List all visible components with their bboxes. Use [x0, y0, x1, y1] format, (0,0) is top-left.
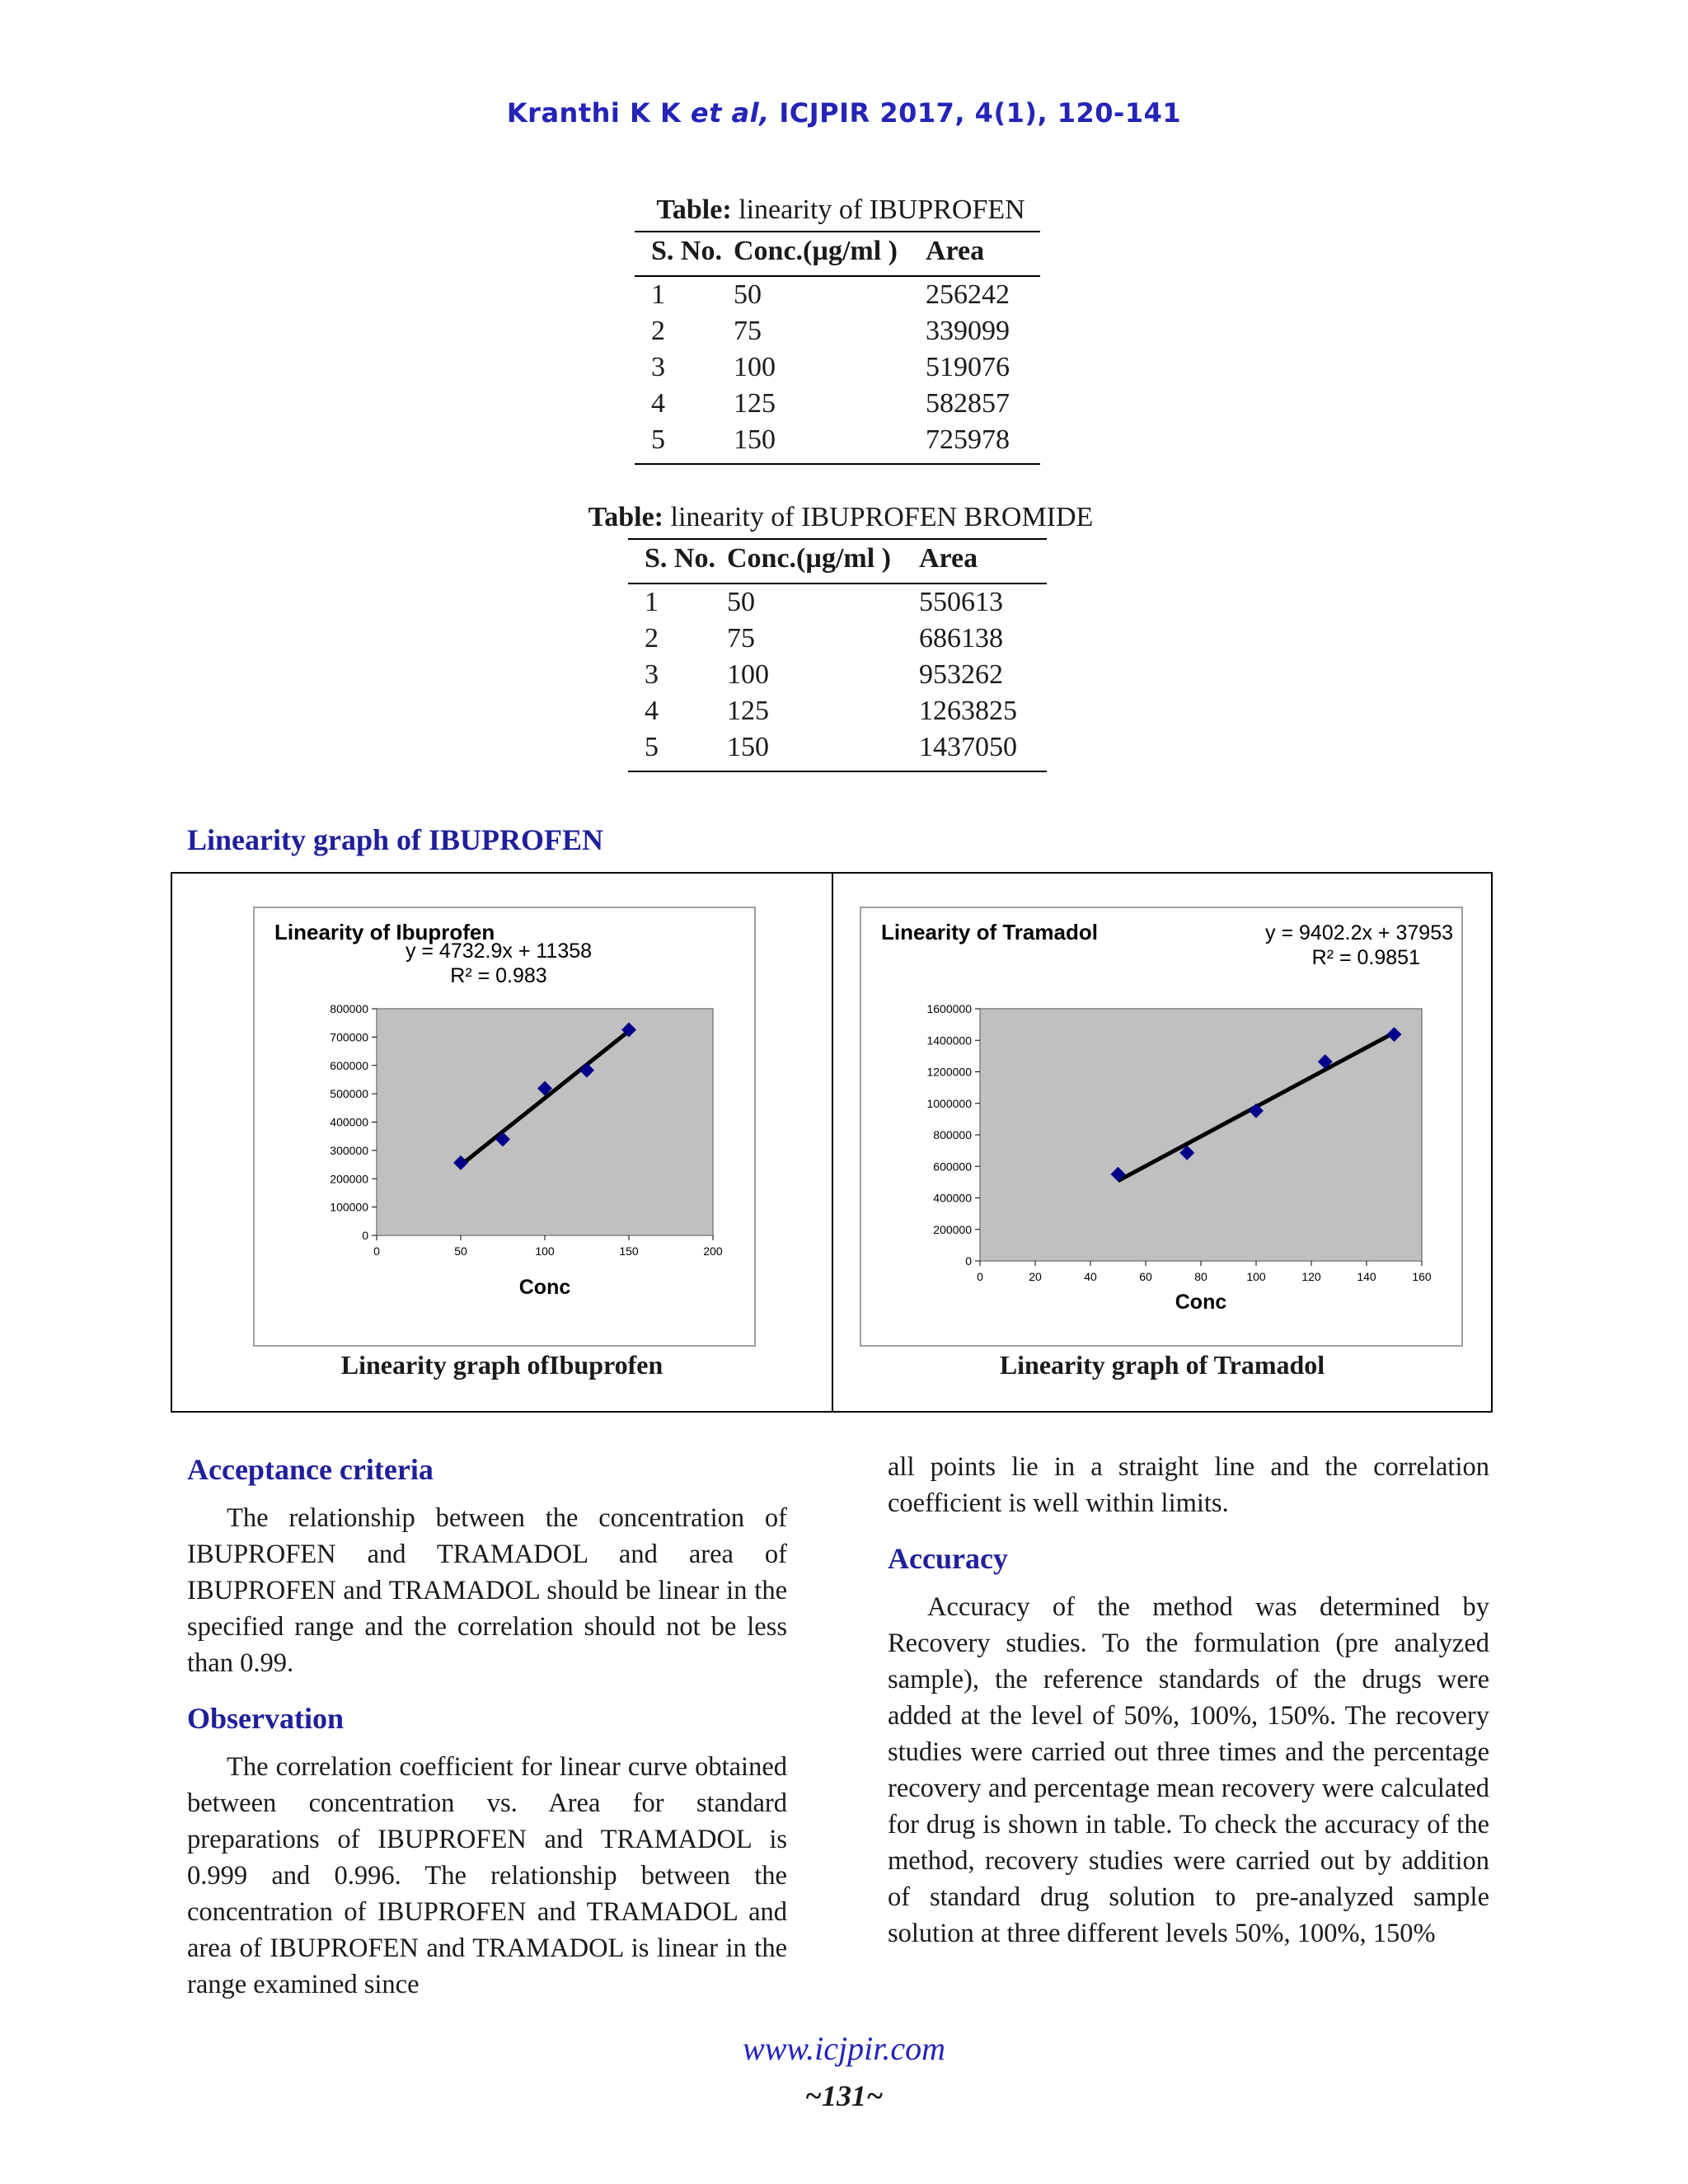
header-authors: Kranthi K K — [506, 97, 691, 129]
y-tick-label: 0 — [362, 1229, 368, 1242]
x-tick-label: 200 — [703, 1244, 723, 1258]
acceptance-heading: Acceptance criteria — [187, 1453, 434, 1486]
y-tick-label: 1600000 — [926, 1002, 972, 1015]
table1-cell-sno: 2 — [651, 316, 665, 346]
table2-cell-area: 953262 — [919, 659, 1003, 690]
acceptance-text: The relationship between the concentration of IBUPROFEN and TRAMADOL and area of IBUPROFEN and TRAMADOL should be linear in the specified range and the correlation should not be less than 0.99. — [187, 1503, 787, 1678]
y-tick-label: 600000 — [933, 1160, 972, 1174]
y-tick-label: 1200000 — [926, 1065, 972, 1079]
table1-caption — [635, 194, 1047, 226]
r-squared-label: R² = 0.983 — [450, 964, 547, 987]
x-tick-label: 100 — [1246, 1270, 1266, 1283]
table2-header-conc: Conc.(µg/ml ) — [727, 543, 892, 574]
table2-row — [628, 583, 1047, 621]
table1-cell-area: 256242 — [926, 279, 1010, 310]
x-tick-label: 160 — [1412, 1270, 1432, 1283]
header-journal: ICJPIR 2017, 4(1), 120-141 — [769, 97, 1182, 129]
y-tick-label: 700000 — [330, 1030, 368, 1044]
continuation-text: all points lie in a straight line and the correlation coefficient is well within limits. — [888, 1452, 1489, 1518]
accuracy-paragraph — [888, 1589, 1489, 1952]
table1-cell-area: 339099 — [926, 316, 1010, 346]
x-tick-label: 100 — [535, 1244, 555, 1258]
table2-row — [628, 621, 1047, 657]
table2-cell-area: 1437050 — [919, 729, 1047, 771]
observation-text: The correlation coefficient for linear curve obtained between concentration vs. Area for standard preparations of IBUPROFEN and TRAMADOL is 0.999 and 0.996. The relationship between the concentration of IBUPROFEN and TRAMADOL and area of IBUPROFEN and TRAMADOL is linear in the range examined since — [187, 1752, 787, 1999]
x-axis-label: Conc — [518, 1276, 571, 1299]
x-tick-label: 140 — [1357, 1270, 1376, 1283]
table1-cell-conc: 150 — [734, 422, 926, 464]
table1-cell-conc: 75 — [734, 316, 762, 346]
figure-box — [171, 872, 1493, 1413]
table1-row — [635, 349, 1040, 386]
table2-header-sno: S. No. — [645, 543, 715, 574]
table1-cell-conc: 100 — [734, 352, 776, 382]
x-tick-label: 150 — [619, 1244, 639, 1258]
table1-cell-area: 519076 — [926, 352, 1010, 382]
y-tick-label: 500000 — [330, 1087, 368, 1101]
x-tick-label: 20 — [1029, 1270, 1042, 1283]
table1-row — [635, 313, 1040, 349]
header-etal: et al, — [690, 97, 770, 129]
table1-header-row — [635, 232, 1040, 276]
table1-cell-area: 725978 — [926, 422, 1040, 464]
table2-cell-sno: 1 — [645, 587, 659, 617]
y-tick-label: 1000000 — [926, 1096, 972, 1110]
trendline-equation: y = 9402.2x + 37953 — [1265, 921, 1453, 944]
y-tick-label: 0 — [965, 1254, 972, 1268]
table2-cell-sno: 3 — [645, 659, 659, 690]
plot-area — [377, 1009, 713, 1235]
y-tick-label: 1400000 — [926, 1033, 972, 1047]
y-tick-label: 400000 — [933, 1191, 972, 1205]
y-tick-label: 400000 — [330, 1115, 368, 1129]
footer-url[interactable]: www.icjpir.com — [743, 2030, 945, 2067]
acceptance-paragraph — [187, 1500, 787, 1681]
table2 — [628, 538, 1047, 772]
figure-caption-left: Linearity graph ofIbuprofen — [340, 1350, 663, 1380]
table1-cell-sno: 5 — [635, 422, 734, 464]
x-tick-label: 120 — [1301, 1270, 1321, 1283]
table2-cell-conc: 75 — [727, 623, 755, 654]
table1-header-area: Area — [926, 236, 985, 266]
table2-cell-sno: 4 — [645, 696, 659, 726]
table1 — [635, 231, 1040, 465]
table1-row — [635, 422, 1040, 464]
y-tick-label: 800000 — [330, 1002, 368, 1015]
x-tick-label: 40 — [1084, 1270, 1097, 1283]
chart-title: Linearity of Tramadol — [881, 920, 1098, 944]
observation-paragraph — [187, 1749, 787, 2003]
x-tick-label: 60 — [1139, 1270, 1152, 1283]
table1-caption-text: linearity of IBUPROFEN — [731, 194, 1025, 225]
table2-header-row — [628, 539, 1047, 583]
figure-caption-right: Linearity graph of Tramadol — [999, 1350, 1325, 1380]
table1-cell-conc: 125 — [734, 388, 776, 419]
table2-caption — [577, 502, 1104, 533]
table2-caption-label: Table: — [588, 502, 663, 532]
table2-cell-conc: 150 — [727, 729, 919, 771]
observation-heading: Observation — [187, 1702, 345, 1735]
r-squared-label: R² = 0.9851 — [1311, 946, 1420, 969]
y-tick-label: 300000 — [330, 1143, 368, 1157]
table2-caption-text: linearity of IBUPROFEN BROMIDE — [663, 502, 1094, 532]
figure-divider — [832, 874, 833, 1411]
x-tick-label: 0 — [373, 1244, 380, 1258]
chart-ibuprofen — [253, 907, 756, 1347]
table2-cell-area: 686138 — [919, 623, 1003, 654]
table1-cell-conc: 50 — [734, 279, 762, 310]
table1-row — [635, 276, 1040, 313]
table1-caption-label: Table: — [656, 194, 732, 225]
table2-cell-area: 1263825 — [919, 696, 1017, 726]
y-tick-label: 200000 — [933, 1222, 972, 1236]
table2-cell-conc: 125 — [727, 696, 769, 726]
table2-cell-conc: 100 — [727, 659, 769, 690]
table1-header-sno: S. No. — [651, 236, 722, 266]
y-tick-label: 600000 — [330, 1058, 368, 1072]
y-tick-label: 800000 — [933, 1128, 972, 1141]
table2-row — [628, 693, 1047, 729]
y-tick-label: 100000 — [330, 1200, 368, 1214]
table2-cell-conc: 50 — [727, 587, 755, 617]
table2-cell-sno: 5 — [628, 729, 727, 771]
table2-cell-area: 550613 — [919, 587, 1003, 617]
table2-cell-sno: 2 — [645, 623, 659, 654]
x-axis-label: Conc — [1175, 1291, 1227, 1314]
x-tick-label: 50 — [454, 1244, 467, 1258]
x-tick-label: 80 — [1194, 1270, 1207, 1283]
page-number: ~131~ — [804, 2079, 884, 2112]
accuracy-text: Accuracy of the method was determined by Recovery studies. To the formulation (pre analyzed sample), the reference standards of the drugs were added at the level of 50%, 100%, 150%. The recovery studies were carried out three times and the percentage recovery and percentage mean recovery were calculated for drug is shown in table. To check the accuracy of the method, recovery studies were carried out by addition of standard drug solution to pre-analyzed sample solution at three different levels 50%, 100%, 150% — [888, 1592, 1489, 1948]
trendline-equation: y = 4732.9x + 11358 — [405, 940, 593, 963]
chart-tramadol — [860, 907, 1463, 1347]
chart-title: Linearity of Ibuprofen — [274, 920, 495, 944]
table1-header-conc: Conc.(µg/ml ) — [734, 236, 898, 266]
running-header — [0, 97, 1688, 129]
linearity-graph-heading: Linearity graph of IBUPROFEN — [187, 823, 604, 856]
accuracy-heading: Accuracy — [888, 1542, 1008, 1575]
table2-header-area: Area — [919, 543, 978, 574]
y-tick-label: 200000 — [330, 1172, 368, 1186]
table1-cell-sno: 4 — [651, 388, 665, 419]
table1-row — [635, 386, 1040, 422]
table1-cell-sno: 3 — [651, 352, 665, 382]
table2-row — [628, 657, 1047, 693]
x-tick-label: 0 — [977, 1270, 983, 1283]
table2-row — [628, 729, 1047, 771]
table1-cell-sno: 1 — [651, 279, 665, 310]
table1-cell-area: 582857 — [926, 388, 1010, 419]
continuation-paragraph — [888, 1449, 1489, 1521]
